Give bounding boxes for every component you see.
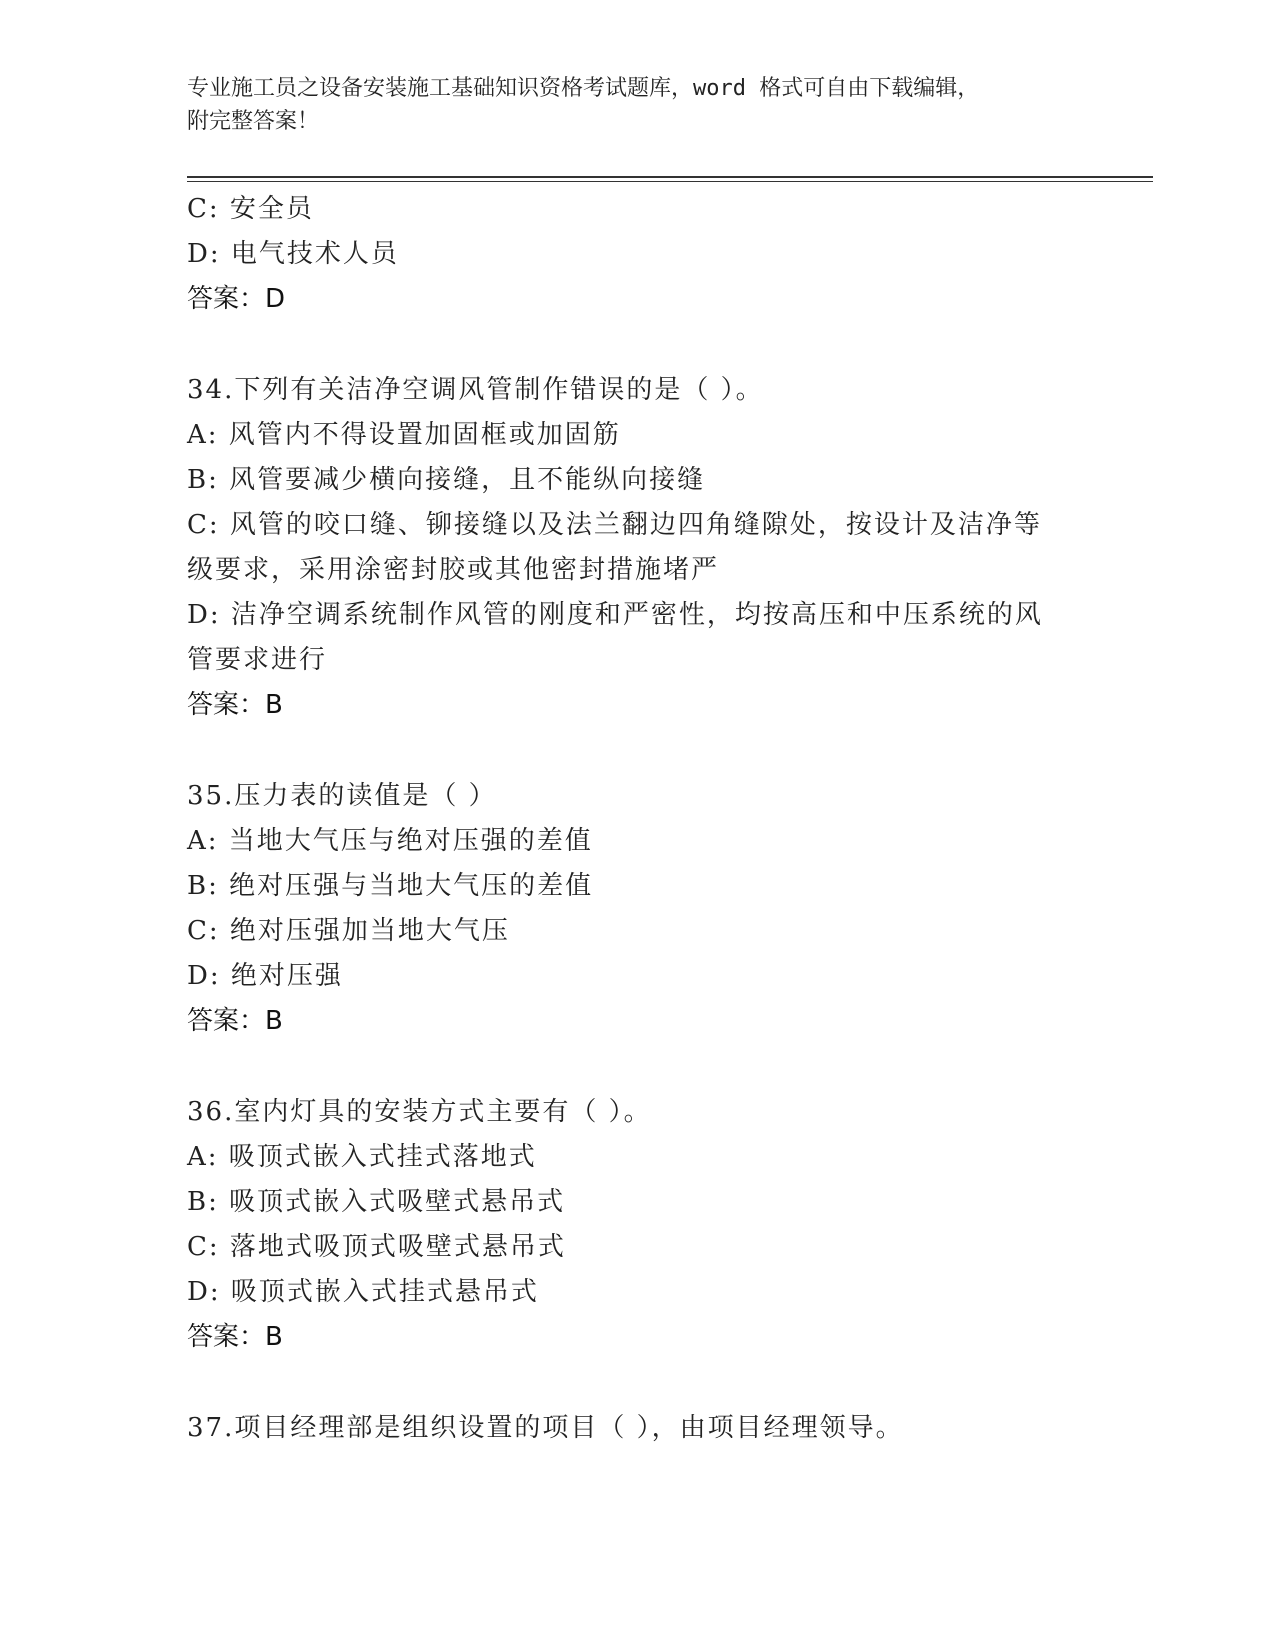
option-b: B: 吸顶式嵌入式吸壁式悬吊式 <box>187 1187 566 1217</box>
option-c: C: 绝对压强加当地大气压 <box>187 916 510 946</box>
option-c: C: 安全员 <box>187 194 314 224</box>
option-d: D: 绝对压强 <box>187 961 343 991</box>
document-header <box>187 72 1067 138</box>
option-d-continued: 管要求进行 <box>187 645 328 675</box>
question-stem: 35.压力表的读值是（ ） <box>187 781 497 811</box>
option-c-continued: 级要求，采用涂密封胶或其他密封措施堵严 <box>187 555 720 585</box>
option-a: A: 吸顶式嵌入式挂式落地式 <box>187 1142 537 1172</box>
question-stem: 34.下列有关洁净空调风管制作错误的是（ ）。 <box>187 375 764 405</box>
answer-text: 答案：B <box>187 1006 283 1036</box>
option-c: C: 落地式吸顶式吸壁式悬吊式 <box>187 1232 566 1262</box>
option-d: D: 洁净空调系统制作风管的刚度和严密性，均按高压和中压系统的风 <box>187 600 1043 630</box>
option-a: A: 当地大气压与绝对压强的差值 <box>187 826 593 856</box>
answer-text: 答案：D <box>187 284 286 314</box>
header-divider-thin <box>187 181 1153 182</box>
option-b: B: 绝对压强与当地大气压的差值 <box>187 871 594 901</box>
question-stem: 36.室内灯具的安装方式主要有（ ）。 <box>187 1097 652 1127</box>
header-line-2: 附完整答案！ <box>187 109 320 134</box>
answer-text: 答案：B <box>187 1322 283 1352</box>
option-b: B: 风管要减少横向接缝，且不能纵向接缝 <box>187 465 706 495</box>
option-c: C: 风管的咬口缝、铆接缝以及法兰翻边四角缝隙处，按设计及洁净等 <box>187 510 1042 540</box>
header-line-1: 专业施工员之设备安装施工基础知识资格考试题库，word 格式可自由下载编辑， <box>187 76 980 101</box>
question-stem: 37.项目经理部是组织设置的项目（ ），由项目经理领导。 <box>187 1413 904 1443</box>
option-d: D: 电气技术人员 <box>187 239 399 269</box>
header-divider-thick <box>187 176 1153 178</box>
option-a: A: 风管内不得设置加固框或加固筋 <box>187 420 621 450</box>
answer-text: 答案：B <box>187 690 283 720</box>
option-d: D: 吸顶式嵌入式挂式悬吊式 <box>187 1277 539 1307</box>
